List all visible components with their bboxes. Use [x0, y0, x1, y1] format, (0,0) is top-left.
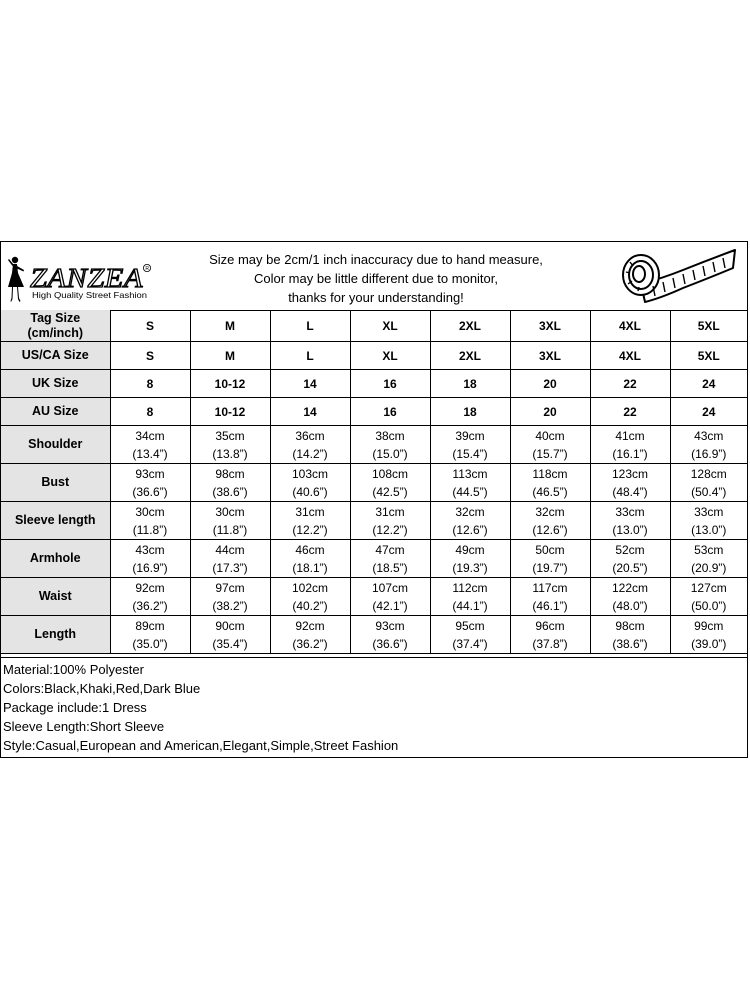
measurement-label: Shoulder — [1, 426, 110, 464]
measurement-label: Waist — [1, 578, 110, 616]
inch-value: (37.8”) — [532, 636, 568, 651]
cm-value: 107cm — [371, 580, 409, 595]
inch-value: (11.8”) — [132, 522, 168, 537]
inch-value: (12.6”) — [532, 522, 568, 537]
cm-value: 41cm — [615, 428, 645, 443]
cm-value: 92cm — [295, 618, 325, 633]
measurement-cell — [670, 540, 747, 578]
inch-value: (46.5”) — [532, 484, 568, 499]
cm-value: 117cm — [532, 580, 568, 595]
tag-size-cell: M — [190, 310, 270, 342]
au-size-cell: 14 — [270, 398, 350, 426]
us-ca-size-cell: 5XL — [670, 342, 747, 370]
inch-value: (50.0”) — [691, 598, 727, 613]
measurement-cell — [590, 464, 670, 502]
svg-text:R: R — [145, 266, 150, 272]
cm-value: 123cm — [611, 466, 649, 481]
inch-value: (16.1”) — [612, 446, 648, 461]
measurement-label: Sleeve length — [1, 502, 110, 540]
size-chart — [0, 241, 748, 758]
cm-value: 44cm — [215, 542, 245, 557]
measurement-cell — [430, 502, 510, 540]
inch-value: (15.7”) — [532, 446, 568, 461]
cm-value: 52cm — [615, 542, 645, 557]
measurement-cell — [110, 502, 190, 540]
measurement-row-waist — [1, 578, 747, 616]
measurement-cell — [190, 540, 270, 578]
inch-value: (12.2”) — [372, 522, 408, 537]
us-ca-size-label: US/CA Size — [1, 342, 110, 370]
tag-size-cell: 4XL — [590, 310, 670, 342]
brand-logo — [4, 247, 154, 307]
measurement-row-bust — [1, 464, 747, 502]
au-size-cell: 24 — [670, 398, 747, 426]
measurement-cell — [190, 502, 270, 540]
measurement-cell — [430, 464, 510, 502]
cm-value: 50cm — [535, 542, 565, 557]
cm-value: 90cm — [215, 618, 245, 633]
inch-value: (15.0”) — [372, 446, 408, 461]
measurement-cell — [670, 426, 747, 464]
measurement-label: Armhole — [1, 540, 110, 578]
inch-value: (48.0”) — [612, 598, 648, 613]
inch-value: (36.2”) — [132, 598, 168, 613]
cm-value: 31cm — [375, 504, 405, 519]
tag-size-cell: S — [110, 310, 190, 342]
inch-value: (42.5”) — [372, 484, 408, 499]
spec-colors: Colors:Black,Khaki,Red,Dark Blue — [3, 681, 201, 696]
measurement-cell — [350, 426, 430, 464]
measurement-cell — [190, 578, 270, 616]
inch-value: (36.2”) — [292, 636, 328, 651]
uk-size-cell: 14 — [270, 370, 350, 398]
cm-value: 128cm — [690, 466, 727, 481]
inch-value: (18.1”) — [292, 560, 328, 575]
cm-value: 35cm — [215, 428, 245, 443]
measurement-cell — [510, 616, 590, 654]
inch-value: (13.0”) — [612, 522, 648, 537]
au-size-cell: 18 — [430, 398, 510, 426]
notice-line: thanks for your understanding! — [288, 290, 464, 305]
inch-value: (20.5”) — [612, 560, 648, 575]
cm-value: 32cm — [455, 504, 485, 519]
inch-value: (38.6”) — [612, 636, 648, 651]
cm-value: 118cm — [532, 466, 568, 481]
measurement-cell — [350, 578, 430, 616]
measurement-notice — [151, 250, 601, 307]
au-size-label: AU Size — [1, 398, 110, 426]
cm-value: 53cm — [694, 542, 724, 557]
measurement-cell — [190, 464, 270, 502]
cm-value: 127cm — [690, 580, 727, 595]
us-ca-size-cell: S — [110, 342, 190, 370]
measurement-cell — [430, 426, 510, 464]
measurement-cell — [110, 578, 190, 616]
spec-package: Package include:1 Dress — [3, 700, 147, 715]
inch-value: (12.6”) — [452, 522, 488, 537]
measurement-cell — [350, 540, 430, 578]
cm-value: 43cm — [135, 542, 165, 557]
us-ca-size-cell: 3XL — [510, 342, 590, 370]
measurement-cell — [670, 578, 747, 616]
cm-value: 34cm — [135, 428, 165, 443]
cm-value: 108cm — [371, 466, 409, 481]
us-ca-size-cell: L — [270, 342, 350, 370]
inch-value: (16.9”) — [132, 560, 168, 575]
cm-value: 33cm — [694, 504, 724, 519]
measurement-cell — [430, 578, 510, 616]
cm-value: 112cm — [452, 580, 488, 595]
inch-value: (38.2”) — [212, 598, 248, 613]
brand-name: ZANZEA — [30, 263, 143, 293]
inch-value: (14.2”) — [292, 446, 328, 461]
measurement-label: Length — [1, 616, 110, 654]
cm-value: 103cm — [291, 466, 329, 481]
measurement-cell — [110, 540, 190, 578]
inch-value: (11.8”) — [212, 522, 248, 537]
inch-value: (12.2”) — [292, 522, 328, 537]
cm-value: 46cm — [295, 542, 325, 557]
measurement-cell — [190, 426, 270, 464]
inch-value: (35.4”) — [212, 636, 248, 651]
measuring-tape-icon — [613, 244, 738, 308]
cm-value: 49cm — [455, 542, 485, 557]
measurement-cell — [110, 616, 190, 654]
spec-sleeve-length: Sleeve Length:Short Sleeve — [3, 719, 165, 734]
inch-value: (37.4”) — [452, 636, 488, 651]
brand-tagline: High Quality Street Fashion — [32, 291, 148, 300]
measurement-cell — [670, 464, 747, 502]
measurement-cell — [590, 578, 670, 616]
tag-size-cell: 5XL — [670, 310, 747, 342]
measurement-cell — [510, 464, 590, 502]
measurement-cell — [350, 616, 430, 654]
au-size-cell: 22 — [590, 398, 670, 426]
cm-value: 97cm — [215, 580, 245, 595]
measurement-cell — [270, 616, 350, 654]
measurement-cell — [110, 426, 190, 464]
tag-size-row — [1, 310, 747, 342]
measurement-row-sleeve-length — [1, 502, 747, 540]
measurement-row-shoulder — [1, 426, 747, 464]
measurement-cell — [270, 464, 350, 502]
tag-size-label: Tag Size (cm/inch) — [1, 310, 110, 342]
uk-size-cell: 18 — [430, 370, 510, 398]
cm-value: 99cm — [694, 618, 724, 633]
measurement-cell — [270, 540, 350, 578]
measurement-cell — [670, 616, 747, 654]
cm-value: 30cm — [135, 504, 165, 519]
measurement-cell — [270, 502, 350, 540]
us-ca-size-cell: 4XL — [590, 342, 670, 370]
us-ca-size-cell: XL — [350, 342, 430, 370]
inch-value: (13.8”) — [212, 446, 248, 461]
us-ca-size-cell: M — [190, 342, 270, 370]
spec-material: Material:100% Polyester — [3, 662, 144, 677]
cm-value: 122cm — [611, 580, 649, 595]
cm-value: 102cm — [291, 580, 329, 595]
measurement-cell — [350, 464, 430, 502]
inch-value: (46.1”) — [532, 598, 568, 613]
inch-value: (35.0”) — [132, 636, 168, 651]
us-ca-size-cell: 2XL — [430, 342, 510, 370]
measurement-label: Bust — [1, 464, 110, 502]
cm-value: 36cm — [295, 428, 325, 443]
cm-value: 38cm — [375, 428, 405, 443]
inch-value: (13.4”) — [132, 446, 168, 461]
size-table — [1, 310, 747, 654]
product-specs — [1, 657, 747, 755]
tag-size-cell: L — [270, 310, 350, 342]
measurement-cell — [510, 426, 590, 464]
au-size-cell: 16 — [350, 398, 430, 426]
fashion-silhouette-icon — [8, 257, 24, 302]
au-size-row — [1, 398, 747, 426]
cm-value: 30cm — [215, 504, 245, 519]
measurement-row-armhole — [1, 540, 747, 578]
measurement-cell — [350, 502, 430, 540]
cm-value: 113cm — [452, 466, 488, 481]
uk-size-cell: 20 — [510, 370, 590, 398]
measurement-cell — [110, 464, 190, 502]
uk-size-cell: 10-12 — [190, 370, 270, 398]
cm-value: 31cm — [295, 504, 325, 519]
measurement-cell — [430, 616, 510, 654]
inch-value: (19.3”) — [452, 560, 488, 575]
measurement-cell — [510, 578, 590, 616]
inch-value: (44.5”) — [452, 484, 488, 499]
inch-value: (19.7”) — [532, 560, 568, 575]
measurement-cell — [590, 426, 670, 464]
inch-value: (40.2”) — [292, 598, 328, 613]
inch-value: (36.6”) — [372, 636, 408, 651]
cm-value: 89cm — [135, 618, 165, 633]
uk-size-cell: 22 — [590, 370, 670, 398]
au-size-cell: 8 — [110, 398, 190, 426]
cm-value: 96cm — [535, 618, 565, 633]
inch-value: (42.1”) — [372, 598, 408, 613]
cm-value: 95cm — [455, 618, 485, 633]
measurement-cell — [270, 578, 350, 616]
us-ca-size-row — [1, 342, 747, 370]
measurement-cell — [270, 426, 350, 464]
uk-size-cell: 24 — [670, 370, 747, 398]
inch-value: (40.6”) — [292, 484, 328, 499]
cm-value: 93cm — [135, 466, 165, 481]
chart-header — [1, 242, 747, 311]
inch-value: (15.4”) — [452, 446, 488, 461]
cm-value: 43cm — [694, 428, 724, 443]
cm-value: 32cm — [535, 504, 565, 519]
inch-value: (36.6”) — [132, 484, 168, 499]
tag-size-cell: 3XL — [510, 310, 590, 342]
measurement-cell — [590, 502, 670, 540]
uk-size-row — [1, 370, 747, 398]
inch-value: (17.3”) — [212, 560, 248, 575]
inch-value: (13.0”) — [691, 522, 727, 537]
inch-value: (48.4”) — [612, 484, 648, 499]
inch-value: (18.5”) — [372, 560, 408, 575]
measurement-cell — [190, 616, 270, 654]
cm-value: 47cm — [375, 542, 405, 557]
uk-size-cell: 8 — [110, 370, 190, 398]
au-size-cell: 20 — [510, 398, 590, 426]
inch-value: (44.1”) — [452, 598, 488, 613]
measurement-cell — [510, 540, 590, 578]
cm-value: 33cm — [615, 504, 645, 519]
uk-size-cell: 16 — [350, 370, 430, 398]
measurement-cell — [510, 502, 590, 540]
cm-value: 39cm — [455, 428, 485, 443]
cm-value: 98cm — [615, 618, 645, 633]
inch-value: (20.9”) — [691, 560, 727, 575]
inch-value: (50.4”) — [691, 484, 727, 499]
spec-style: Style:Casual,European and American,Elegant,Simple,Street Fashion — [3, 738, 399, 753]
measurement-cell — [670, 502, 747, 540]
inch-value: (38.6”) — [212, 484, 248, 499]
tag-size-cell: XL — [350, 310, 430, 342]
cm-value: 92cm — [135, 580, 165, 595]
measurement-cell — [590, 540, 670, 578]
cm-value: 93cm — [375, 618, 405, 633]
measurement-row-length — [1, 616, 747, 654]
cm-value: 98cm — [215, 466, 245, 481]
au-size-cell: 10-12 — [190, 398, 270, 426]
notice-line: Size may be 2cm/1 inch inaccuracy due to hand measure, — [209, 252, 543, 267]
tag-size-cell: 2XL — [430, 310, 510, 342]
inch-value: (16.9”) — [691, 446, 727, 461]
cm-value: 40cm — [535, 428, 565, 443]
uk-size-label: UK Size — [1, 370, 110, 398]
measurement-cell — [430, 540, 510, 578]
measurement-cell — [590, 616, 670, 654]
notice-line: Color may be little different due to monitor, — [254, 271, 498, 286]
inch-value: (39.0”) — [691, 636, 727, 651]
